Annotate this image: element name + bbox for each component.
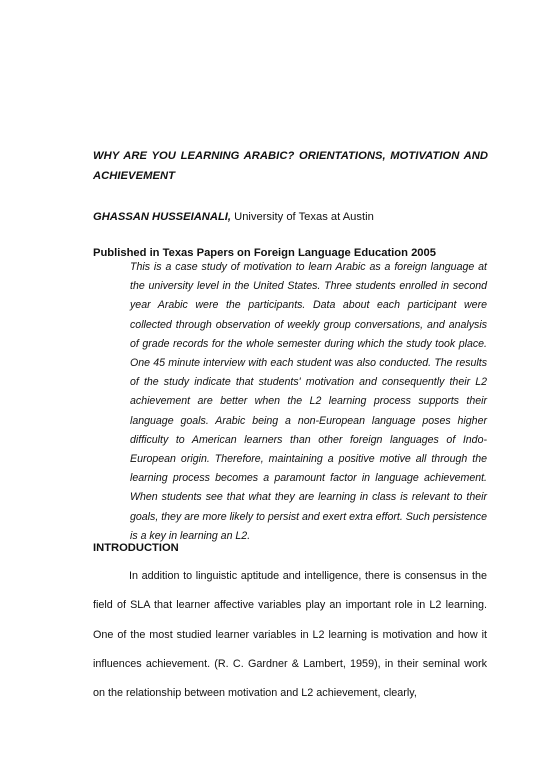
author-name: GHASSAN HUSSEIANALI, <box>93 211 231 223</box>
author-affiliation: University of Texas at Austin <box>234 211 374 223</box>
introduction-heading: INTRODUCTION <box>93 542 179 554</box>
paper-title: WHY ARE YOU LEARNING ARABIC? ORIENTATIONS, MOTIVATION AND ACHIEVEMENT <box>93 150 488 182</box>
abstract: This is a case study of motivation to learn Arabic as a foreign language at the university level in the United States. Three students enrolled in second year Arabic were the participants. Data about each participant were collected through observation of weekly group conversations, and analysis of grade records for the whole semester during which the study took place. One 45 minute interview with each student was also conducted. The results of the study indicate that students' motivation and consequently their L2 achievement are better when the L2 learning process supports their language goals. Arabic being a non-European language poses higher difficulty to American learners than other foreign languages of Indo-European origin. Therefore, maintaining a positive motive all through the learning process becomes a paramount factor in language achievement. When students see that what they are learning in class is relevant to their goals, they are more likely to persist and exert extra effort. Such persistence is a key in learning an L2. <box>130 261 487 542</box>
author-line <box>93 210 374 225</box>
publication-note: Published in Texas Papers on Foreign Language Education 2005 <box>93 247 436 259</box>
introduction-paragraph: In addition to linguistic aptitude and intelligence, there is consensus in the field of SLA that learner affective variables play an important role in L2 learning. One of the most studied learner variables in L2 learning is motivation and how it influences achievement. (R. C. Gardner & Lambert, 1959), in their seminal work on the relationship between motivation and L2 achievement, clearly, <box>93 570 487 700</box>
